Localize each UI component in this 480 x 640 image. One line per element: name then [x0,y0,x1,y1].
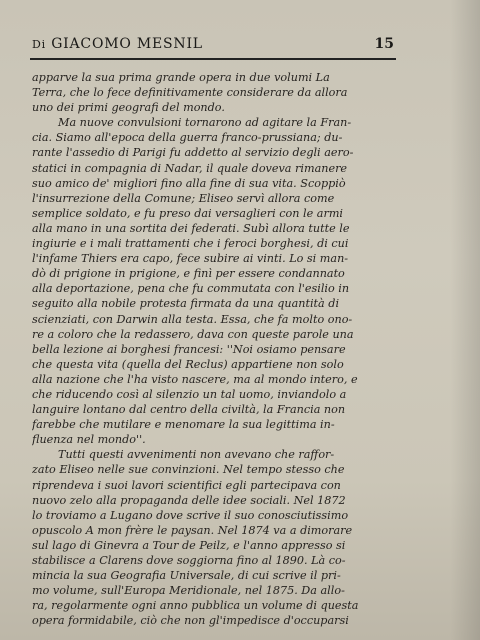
text-line: apparve la sua prima grande opera in due volumi La [32,71,330,84]
header-prefix: Di [32,38,46,51]
running-header [32,36,394,52]
text-line: Ma nuove convulsioni tornarono ad agitare la Fran- [58,116,352,130]
text-line: sul lago di Ginevra a Tour de Peilz, e l'anno appresso si [32,538,346,552]
text-line: alla nazione che l'ha visto nascere, ma al mondo intero, e [32,372,358,386]
text-line: farebbe che mutilare e menomare la sua legittima in- [32,418,335,432]
text-line: Terra, che lo fece definitivamente considerare da allora [32,86,348,100]
page-edge-shadow [450,0,480,640]
text-line: fluenza nel mondo''. [32,433,146,447]
text-line: opera formidabile, ciò che non gl'impedisce d'occuparsi [32,614,349,628]
text-line: che questa vita (quella del Reclus) appartiene non solo [32,357,344,371]
body-text [32,70,396,628]
text-line: l'infame Thiers era capo, fece subire ai vinti. Lo si man- [32,252,349,266]
text-line: suo amico de' migliori fino alla fine di sua vita. Scoppiò [32,176,346,190]
text-line: nuovo zelo alla propaganda delle idee sociali. Nel 1872 [32,493,346,507]
header-title [32,36,203,52]
page-number: 15 [374,36,394,52]
text-line: zato Eliseo nelle sue convinzioni. Nel tempo stesso che [32,463,345,477]
text-line: rante l'assedio di Parigi fu addetto al servizio degli aero- [32,146,354,160]
text-line: semplice soldato, e fu preso dai versaglieri con le armi [32,206,344,220]
header-author: GIACOMO MESNIL [51,36,203,52]
text-line: languire lontano dal centro della civiltà, la Francia non [32,403,346,417]
text-line: che riducendo così al silenzio un tal uomo, inviandolo a [32,387,347,401]
text-line: bella lezione ai borghesi francesi: ''Noi osiamo pensare [32,342,346,356]
text-line: alla deportazione, pena che fu commutata con l'esilio in [32,282,350,296]
text-line: opuscolo A mon frère le paysan. Nel 1874 va a dimorare [32,523,353,537]
text-line: scienziati, con Darwin alla testa. Essa, che fa molto ono- [32,312,353,326]
text-line: dò di prigione in prigione, e finì per essere condannato [32,267,345,281]
text-line: mo volume, sull'Europa Meridionale, nel 1875. Da allo- [32,584,345,598]
text-line: riprendeva i suoi lavori scientifici egli partecipava con [32,478,341,492]
text-line: lo troviamo a Lugano dove scrive il suo conosciutissimo [32,508,349,522]
header-rule [30,58,396,60]
text-line: stabilisce a Clarens dove soggiorna fino al 1890. Là co- [32,554,346,567]
text-line: re a coloro che la redassero, dava con queste parole una [32,327,354,341]
text-line: mincia la sua Geografia Universale, di cui scrive il pri- [32,569,341,583]
text-line: l'insurrezione della Comune; Eliseo servì allora come [32,191,335,205]
text-line: ra, regolarmente ogni anno pubblica un volume di questa [32,599,359,613]
text-line: ingiurie e i mali trattamenti che i feroci borghesi, di cui [32,237,349,251]
text-line: alla mano in una sortita dei federati. Subì allora tutte le [32,221,350,235]
text-line: statici in compagnia di Nadar, il quale doveva rimanere [32,161,348,175]
text-line: Tutti questi avvenimenti non avevano che raffor- [58,448,335,462]
text-line: seguito alla nobile protesta firmata da una quantità di [32,297,340,311]
text-line: cia. Siamo all'epoca della guerra franco-prussiana; du- [32,131,343,145]
text-line: uno dei primi geografi del mondo. [32,101,225,115]
